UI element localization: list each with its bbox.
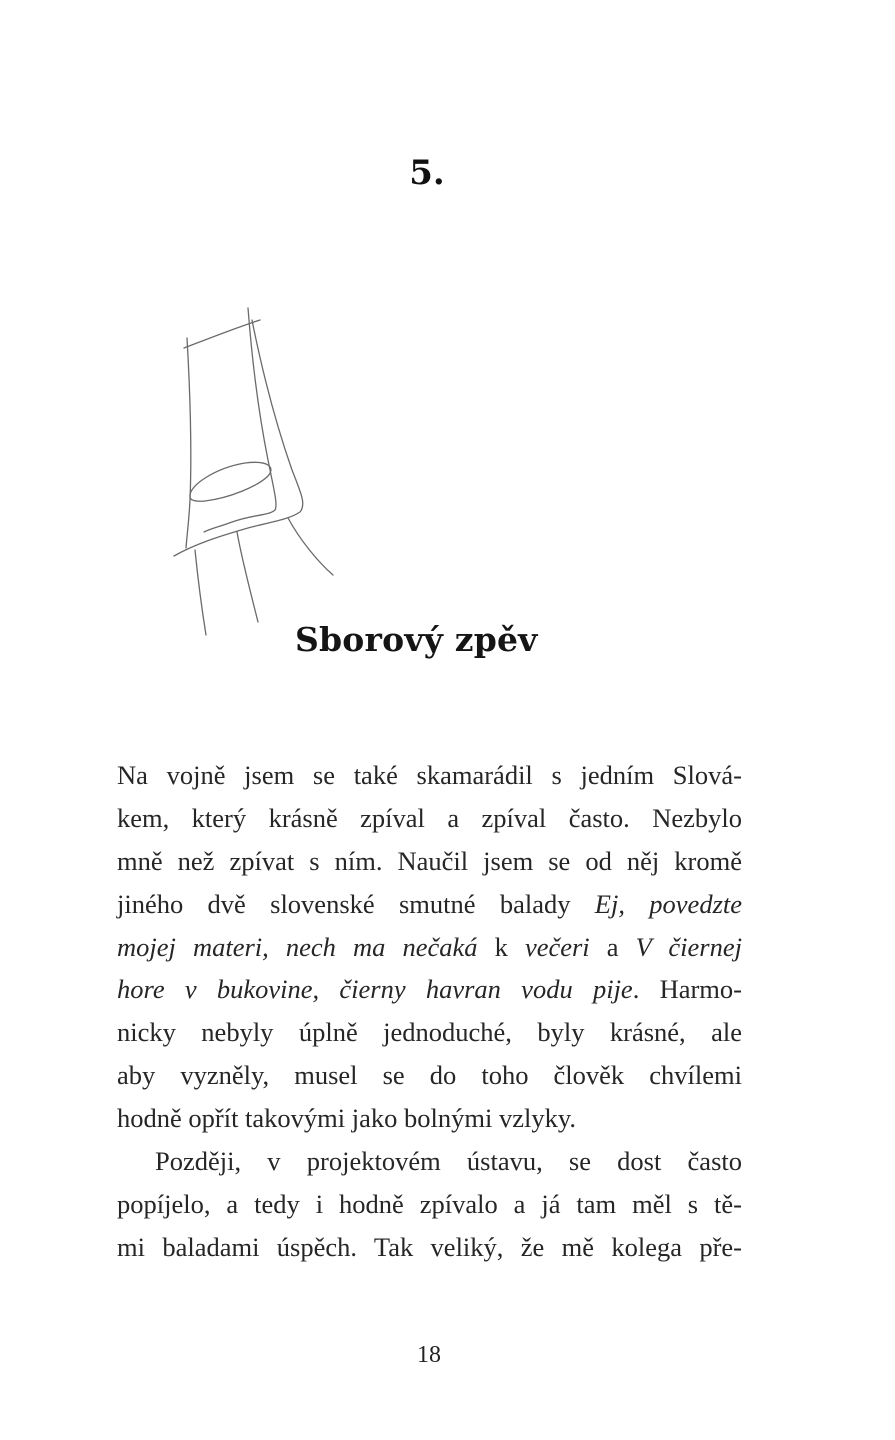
text-line <box>117 926 742 969</box>
text-segment: Na vojně jsem se také skamarádil s jedním Slová- <box>117 760 742 790</box>
sketch-stroke-leg-middle <box>237 532 258 622</box>
body-text <box>117 754 742 1269</box>
paragraph <box>117 754 742 1140</box>
chapter-title: Sborový zpěv <box>295 620 538 659</box>
sketch-stroke-oval <box>190 462 271 501</box>
text-line <box>117 754 742 797</box>
text-line <box>117 883 742 926</box>
text-segment: . Harmo- <box>632 974 742 1005</box>
sketch-stroke-left-side <box>186 338 191 548</box>
italic-text-segment: večeri <box>524 931 590 962</box>
text-segment: mi baladami úspěch. Tak veliký, že mě kolega pře- <box>117 1231 742 1262</box>
sketch-stroke-leg-left <box>195 550 206 635</box>
italic-text-segment: mojej materi, nech ma nečaká <box>117 931 478 962</box>
text-line <box>117 968 742 1011</box>
page-number: 18 <box>417 1342 441 1368</box>
text-line <box>117 1140 742 1183</box>
text-segment: hodně opřít takovými jako bolnými vzlyky. <box>117 1103 577 1134</box>
sketch-stroke-right-inner <box>204 308 276 532</box>
text-segment: nicky nebyly úplně jednoduché, byly krásné, ale <box>117 1017 742 1048</box>
italic-text-segment: hore v bukovine, čierny havran vodu pije <box>117 974 633 1005</box>
pencil-sketch-tall-glass-icon <box>160 300 360 650</box>
text-line <box>117 797 742 840</box>
chapter-number: 5. <box>409 153 445 193</box>
text-segment: Později, v projektovém ústavu, se dost často <box>155 1146 742 1177</box>
text-line <box>117 840 742 883</box>
text-segment: aby vyzněly, musel se do toho člověk chvílemi <box>117 1060 742 1091</box>
text-line <box>117 1097 742 1140</box>
text-segment: popíjelo, a tedy i hodně zpívalo a já tam měl s tě- <box>117 1188 742 1219</box>
text-segment: k <box>477 931 525 962</box>
italic-text-segment: Ej, povedzte <box>594 888 743 919</box>
sketch-stroke-top-rim <box>184 320 260 348</box>
text-line <box>117 1011 742 1054</box>
italic-text-segment: V čiernej <box>635 931 742 962</box>
paragraph <box>117 1140 742 1269</box>
sketch-stroke-leg-right <box>288 518 333 575</box>
text-segment: jiného dvě slovenské smutné balady <box>117 888 595 919</box>
text-line <box>117 1054 742 1097</box>
text-segment: mně než zpívat s ním. Naučil jsem se od něj kromě <box>117 845 742 876</box>
text-segment: a <box>589 931 636 962</box>
text-line <box>117 1183 742 1226</box>
text-line <box>117 1226 742 1269</box>
text-segment: kem, který krásně zpíval a zpíval často. Nezbylo <box>117 802 742 833</box>
